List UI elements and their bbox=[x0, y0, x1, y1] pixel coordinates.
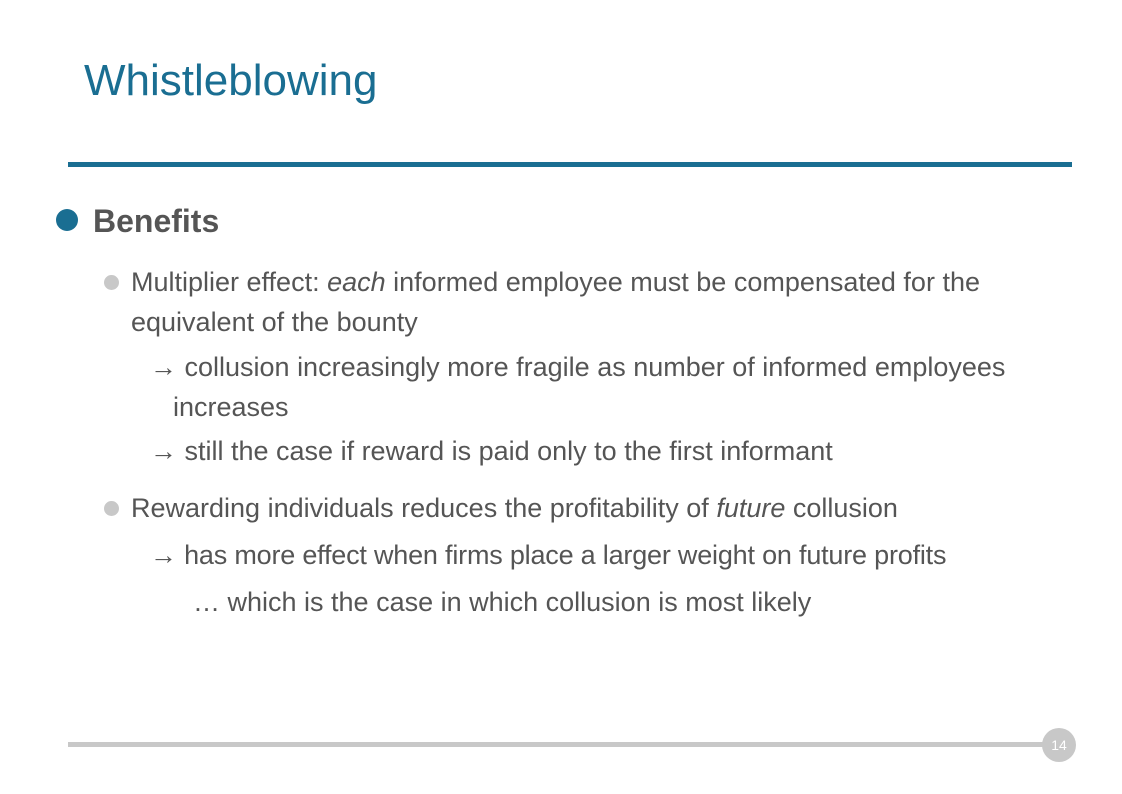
sub-point: → has more effect when firms place a larger weight on future profits bbox=[150, 540, 947, 570]
sub-point: → still the case if reward is paid only to the first informant bbox=[150, 436, 833, 466]
continuation-text: … which is the case in which collusion is most likely bbox=[193, 587, 812, 617]
title-divider bbox=[68, 162, 1072, 167]
page-number: 14 bbox=[1042, 728, 1076, 762]
bullet-text bbox=[131, 488, 1101, 528]
bullet-text bbox=[131, 262, 1101, 342]
bullet-icon bbox=[104, 275, 119, 290]
bullet-icon bbox=[104, 501, 119, 516]
bullet-text-part: Multiplier effect: bbox=[131, 267, 328, 297]
bullet-icon bbox=[56, 209, 78, 231]
bullet-emphasis: future bbox=[716, 493, 786, 523]
slide-title: Whistleblowing bbox=[84, 56, 378, 105]
section-heading: Benefits bbox=[93, 203, 220, 239]
bullet-text-part: collusion bbox=[785, 493, 898, 523]
bullet-emphasis: each bbox=[327, 267, 386, 297]
footer-divider bbox=[68, 742, 1048, 747]
sub-point: → collusion increasingly more fragile as number of informed employees increases bbox=[150, 352, 1006, 422]
bullet-text-part: informed employee must be compensated for the equivalent of the bounty bbox=[131, 267, 980, 337]
bullet-text-part: Rewarding individuals reduces the profitability of bbox=[131, 493, 717, 523]
